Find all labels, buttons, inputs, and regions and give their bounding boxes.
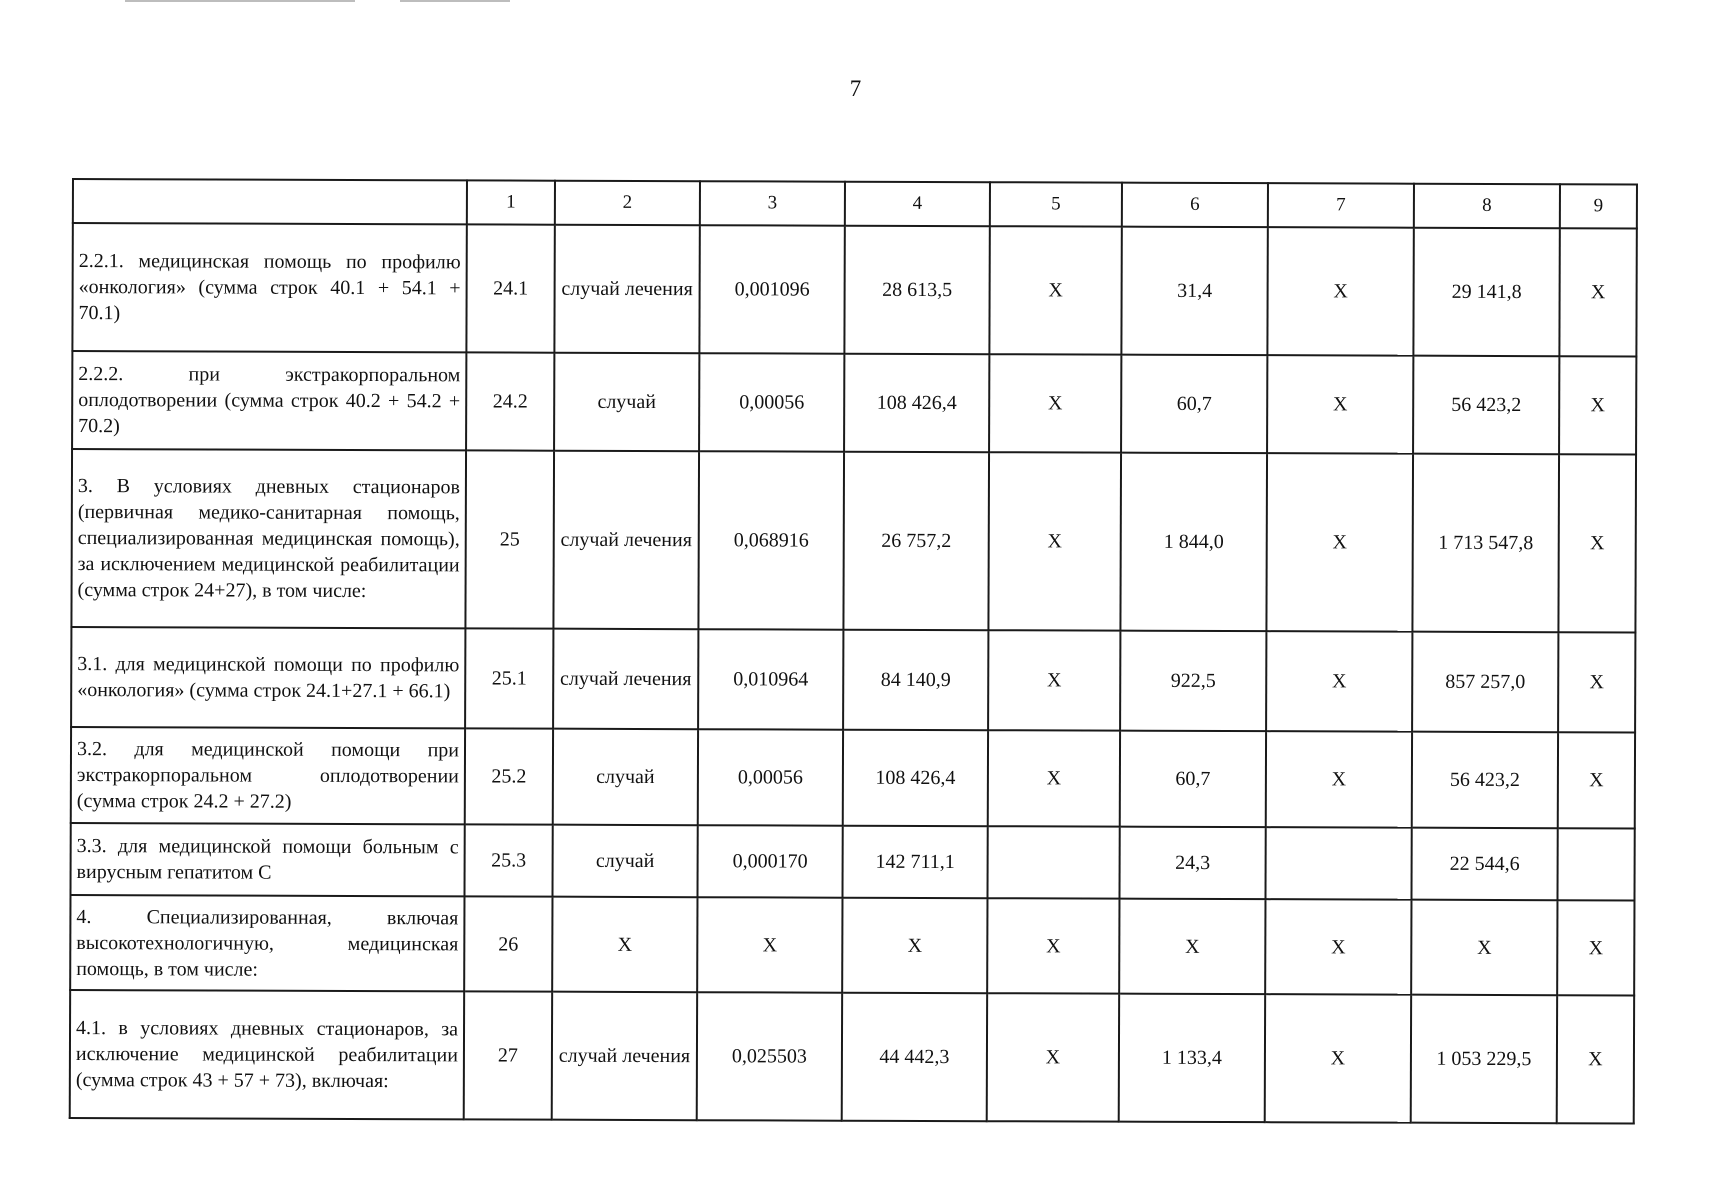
cell-col-4: 142 711,1: [842, 826, 987, 899]
cell-col-9: [1557, 828, 1634, 900]
row-line-number: 25.2: [465, 728, 553, 824]
cell-col-5: X: [988, 452, 1121, 630]
cell-col-8: 857 257,0: [1412, 632, 1558, 733]
column-number-header-row: [73, 179, 1637, 228]
cell-col-9: X: [1557, 900, 1634, 995]
row-description: 4. Специализированная, включая высокотехнологичную, медицинская помощь, в том числе:: [70, 895, 464, 991]
row-unit: случай: [552, 825, 697, 898]
cell-col-3: 0,00056: [698, 729, 843, 826]
cell-col-3: 0,068916: [698, 451, 844, 630]
table-row: [71, 627, 1635, 732]
table-row: [70, 895, 1634, 995]
cell-col-5: X: [988, 730, 1120, 826]
cell-col-3: 0,00056: [699, 353, 844, 452]
table-row: [72, 223, 1636, 356]
table-row: [70, 823, 1634, 900]
row-description: 2.2.2. при экстракорпоральном оплодотворении (сумма строк 40.2 + 54.2 + 70.2): [72, 351, 466, 450]
row-line-number: 26: [464, 896, 552, 991]
cell-col-8: 1 713 547,8: [1412, 454, 1559, 633]
cell-col-6: 31,4: [1121, 227, 1267, 356]
cell-col-3: 0,000170: [697, 825, 842, 898]
cell-col-7: X: [1265, 899, 1411, 995]
row-description: 3.1. для медицинской помощи по профилю «онкология» (сумма строк 24.1+27.1 + 66.1): [71, 627, 465, 728]
header-cell-4: 4: [845, 182, 990, 227]
cell-col-8: 22 544,6: [1411, 828, 1557, 901]
cell-col-9: X: [1559, 228, 1636, 356]
table-row: [71, 449, 1636, 632]
cell-col-4: 28 613,5: [844, 226, 989, 355]
cell-col-3: X: [697, 897, 842, 993]
header-cell-5: 5: [990, 182, 1122, 226]
cell-col-5: X: [987, 993, 1119, 1121]
header-cell-7: 7: [1268, 183, 1414, 228]
table-row: [71, 727, 1635, 828]
row-line-number: 27: [464, 991, 552, 1119]
row-unit: случай лечения: [553, 629, 698, 730]
cell-col-6: 24,3: [1119, 827, 1265, 900]
cell-col-7: X: [1266, 731, 1412, 828]
cell-col-6: 1 844,0: [1120, 453, 1267, 632]
cell-col-4: X: [842, 898, 987, 994]
cell-col-9: X: [1558, 632, 1635, 732]
cell-col-7: X: [1265, 994, 1411, 1123]
table-row: [70, 990, 1634, 1123]
row-unit: случай лечения: [553, 451, 699, 630]
cell-col-8: 56 423,2: [1412, 732, 1558, 829]
row-line-number: 24.2: [466, 352, 554, 450]
cell-col-5: X: [989, 226, 1121, 354]
cell-col-6: 922,5: [1120, 631, 1266, 732]
cell-col-9: X: [1558, 454, 1636, 632]
cell-col-5: [987, 826, 1119, 898]
header-cell-2: 2: [555, 181, 700, 226]
row-description: 3.3. для медицинской помощи больным с вирусным гепатитом С: [70, 823, 464, 896]
cell-col-7: X: [1267, 227, 1413, 356]
row-description: 2.2.1. медицинская помощь по профилю «онкология» (сумма строк 40.1 + 54.1 + 70.1): [72, 223, 466, 352]
cell-col-6: 1 133,4: [1119, 994, 1265, 1123]
row-line-number: 24.1: [466, 224, 554, 352]
cell-col-4: 84 140,9: [843, 630, 988, 731]
header-cell-3: 3: [700, 181, 845, 226]
cell-col-7: [1265, 827, 1411, 900]
cell-col-6: X: [1119, 899, 1265, 995]
cell-col-8: 29 141,8: [1413, 228, 1559, 357]
cell-col-9: X: [1559, 356, 1636, 454]
cell-col-7: X: [1266, 631, 1412, 732]
page-number: 7: [849, 76, 862, 101]
row-unit: случай лечения: [554, 225, 699, 354]
cell-col-9: X: [1557, 995, 1634, 1123]
cell-col-6: 60,7: [1120, 731, 1266, 828]
cell-col-5: X: [988, 630, 1120, 730]
scan-artifact-line: [400, 0, 510, 2]
cell-col-8: 56 423,2: [1413, 356, 1559, 455]
cell-col-3: 0,010964: [698, 629, 843, 730]
cell-col-4: 108 426,4: [843, 730, 988, 827]
cell-col-8: X: [1411, 900, 1557, 996]
cell-col-5: X: [989, 354, 1121, 452]
cell-col-7: X: [1267, 355, 1413, 454]
header-cell-8: 8: [1414, 184, 1560, 229]
row-unit: случай: [554, 353, 699, 452]
row-description: 3. В условиях дневных стационаров (первичная медико-санитарная помощь, специализированная медицинская помощь), за исключением медицинской реабилитации (сумма строк 24+27), в том числе:: [71, 449, 466, 628]
table-row: [72, 351, 1636, 454]
cell-col-3: 0,001096: [699, 225, 844, 354]
header-cell-6: 6: [1122, 183, 1268, 228]
header-cell-9: 9: [1560, 184, 1637, 228]
row-unit: случай: [553, 729, 698, 826]
cell-col-9: X: [1558, 732, 1635, 828]
row-line-number: 25: [465, 450, 554, 628]
row-unit: X: [552, 897, 697, 993]
cell-col-5: X: [987, 898, 1119, 993]
cell-col-4: 26 757,2: [843, 452, 989, 631]
row-description: 4.1. в условиях дневных стационаров, за исключение медицинской реабилитации (сумма строк 43 + 57 + 73), включая:: [70, 990, 464, 1119]
header-cell-description: [73, 179, 467, 224]
row-unit: случай лечения: [552, 992, 697, 1121]
cell-col-8: 1 053 229,5: [1411, 995, 1557, 1124]
row-line-number: 25.1: [465, 628, 553, 728]
cell-col-7: X: [1266, 453, 1413, 632]
header-cell-1: 1: [467, 180, 555, 224]
row-line-number: 25.3: [464, 824, 552, 896]
cell-col-4: 44 442,3: [842, 993, 987, 1122]
row-description: 3.2. для медицинской помощи при экстракорпоральном оплодотворении (сумма строк 24.2 + 27.2): [71, 727, 465, 824]
cell-col-3: 0,025503: [697, 992, 842, 1121]
cell-col-6: 60,7: [1121, 355, 1267, 454]
scan-artifact-line: [125, 0, 355, 2]
indicators-table: [69, 178, 1638, 1124]
cell-col-4: 108 426,4: [844, 354, 989, 453]
